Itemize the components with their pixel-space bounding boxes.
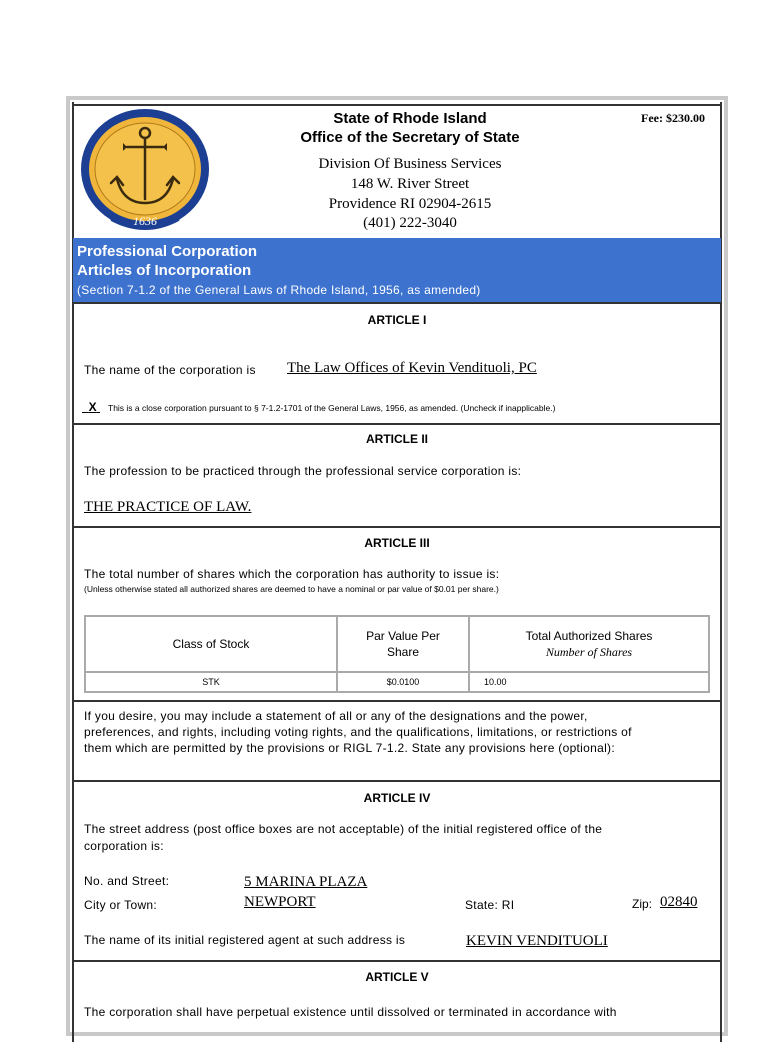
address-line-2: corporation is:	[84, 839, 164, 853]
header-street: 148 W. River Street	[350, 176, 470, 192]
rule-after-article1	[73, 423, 721, 425]
stock-col-total-label: Total Authorized Shares	[525, 629, 653, 643]
agent-label: The name of its initial registered agent at such address is	[84, 933, 406, 947]
close-corporation-checkbox[interactable]	[82, 400, 100, 414]
stock-total-cell[interactable]	[469, 672, 709, 692]
zip-label: Zip:	[632, 897, 653, 911]
state-label: State: RI	[465, 898, 515, 912]
corporation-name-field[interactable]: The Law Offices of Kevin Vendituoli, PC	[287, 360, 537, 376]
rule-top	[73, 104, 721, 106]
article-5-heading: ARTICLE V	[365, 970, 429, 984]
stock-table	[84, 615, 710, 693]
stock-col-par-label-2: Share	[386, 645, 420, 659]
article-4-heading: ARTICLE IV	[363, 791, 431, 805]
profession-label: The profession to be practiced through the professional service corporation is:	[84, 464, 522, 478]
banner-title-2: Articles of Incorporation	[77, 262, 252, 279]
stock-col-par-label-1: Par Value Per	[366, 629, 440, 643]
existence-text: The corporation shall have perpetual existence until dissolved or terminated in accordance with	[84, 1005, 617, 1019]
rule-after-statement	[73, 780, 721, 782]
statement-line-2: preferences, and rights, including voting rights, and the qualifications, limitations, or restrictions of	[84, 725, 632, 739]
header-city: Providence RI 02904-2615	[328, 196, 492, 212]
close-corporation-text: This is a close corporation pursuant to § 7-1.2-1701 of the General Laws, 1956, as amended. (Uncheck if inapplicable.)	[108, 403, 556, 413]
banner-title-1: Professional Corporation	[77, 243, 258, 260]
street-label: No. and Street:	[84, 874, 170, 888]
street-field[interactable]: 5 MARINA PLAZA	[244, 874, 368, 890]
statement-line-3: them which are permitted by the provisions or RIGL 7-1.2. State any provisions here (optional):	[84, 741, 615, 755]
rule-after-article4	[73, 960, 721, 962]
stock-total-value: 10.00	[484, 677, 507, 687]
header-division: Division Of Business Services	[318, 156, 502, 172]
rule-after-article3	[73, 700, 721, 702]
stock-col-total-sublabel: Number of Shares	[545, 645, 633, 659]
city-field[interactable]: NEWPORT	[244, 894, 316, 910]
seal-year: 1636	[133, 214, 157, 228]
shares-note: (Unless otherwise stated all authorized shares are deemed to have a nominal or par value of $0.01 per share.)	[84, 584, 499, 594]
state-seal-anchor-icon	[79, 107, 211, 231]
header-phone: (401) 222-3040	[363, 215, 457, 231]
address-line-1: The street address (post office boxes are not acceptable) of the initial registered office of the	[84, 822, 603, 836]
city-label: City or Town:	[84, 898, 158, 912]
table-row	[85, 672, 709, 692]
rule-after-banner	[73, 302, 721, 304]
stock-col-par	[337, 616, 469, 672]
stock-col-class	[85, 616, 337, 672]
article-2-heading: ARTICLE II	[366, 432, 428, 446]
statement-line-1: If you desire, you may include a statement of all or any of the designations and the power,	[84, 709, 588, 723]
banner-subtitle: (Section 7-1.2 of the General Laws of Rhode Island, 1956, as amended)	[77, 283, 481, 297]
stock-class-value: STK	[202, 677, 220, 687]
corporation-name-label: The name of the corporation is	[84, 363, 256, 377]
stock-par-cell[interactable]	[337, 672, 469, 692]
close-corporation-mark: X	[88, 400, 97, 414]
fee-label: Fee: $230.00	[641, 111, 705, 125]
header-state: State of Rhode Island	[333, 110, 487, 127]
article-1-heading: ARTICLE I	[367, 313, 427, 327]
stock-col-class-label: Class of Stock	[172, 637, 250, 651]
shares-label: The total number of shares which the corporation has authority to issue is:	[84, 567, 500, 581]
zip-field[interactable]: 02840	[660, 894, 698, 910]
stock-table-header	[85, 616, 709, 672]
article-3-heading: ARTICLE III	[364, 536, 430, 550]
agent-field[interactable]: KEVIN VENDITUOLI	[466, 933, 608, 949]
header-office: Office of the Secretary of State	[300, 129, 520, 146]
title-banner	[73, 238, 721, 302]
stock-col-total	[469, 616, 709, 672]
stock-class-cell[interactable]	[85, 672, 337, 692]
rule-after-article2	[73, 526, 721, 528]
stock-par-value: $0.0100	[386, 677, 420, 687]
profession-field[interactable]: THE PRACTICE OF LAW.	[84, 499, 252, 515]
